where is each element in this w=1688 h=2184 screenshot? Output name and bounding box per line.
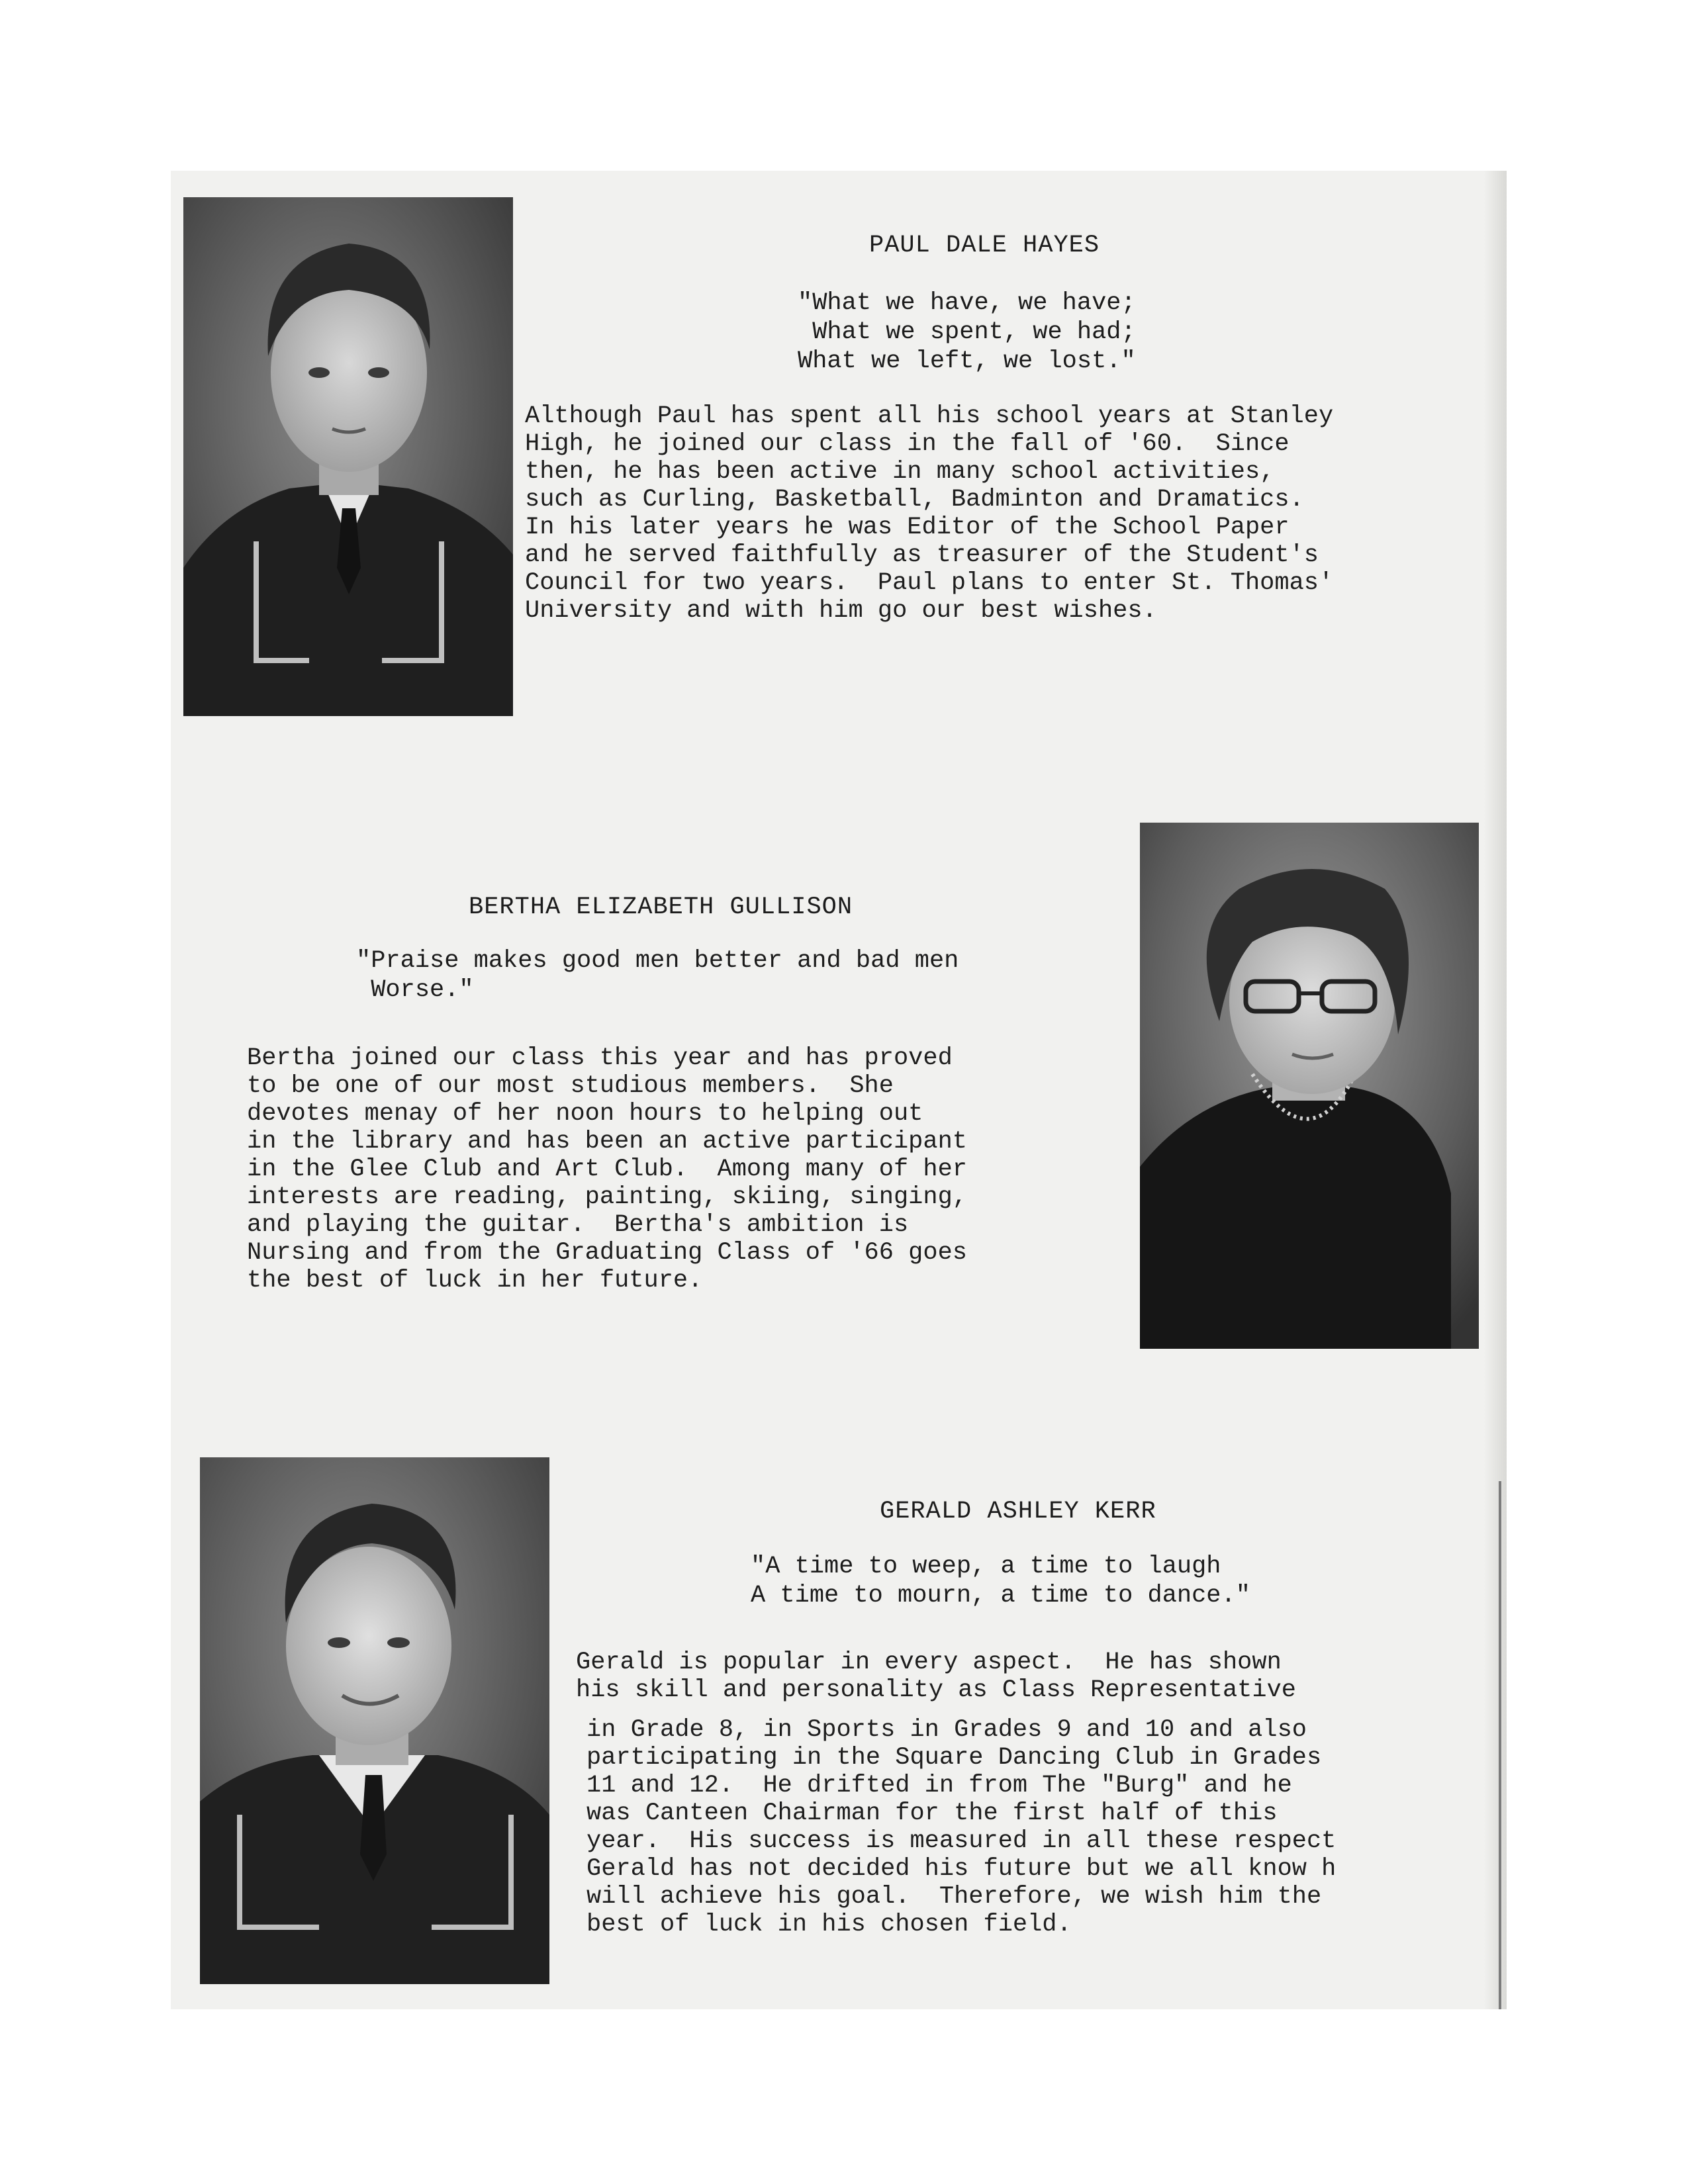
student-name-gerald: GERALD ASHLEY KERR bbox=[880, 1498, 1156, 1525]
bio-line: Nursing and from the Graduating Class of '66 goes bbox=[247, 1239, 967, 1267]
portrait-photo-gerald bbox=[200, 1457, 549, 1984]
bio-line: devotes menay of her noon hours to helping out bbox=[247, 1100, 923, 1128]
bio-line: and he served faithfully as treasurer of the Student's bbox=[525, 541, 1319, 569]
quote-line: "A time to weep, a time to laugh bbox=[751, 1553, 1221, 1580]
yearbook-page bbox=[171, 171, 1507, 2009]
bio-gerald-part-1 bbox=[576, 1649, 1296, 1704]
portrait-photo-paul bbox=[183, 197, 513, 716]
bio-line: Gerald is popular in every aspect. He has shown bbox=[576, 1649, 1282, 1676]
bio-line: then, he has been active in many school activities, bbox=[525, 458, 1275, 486]
quote-line: A time to mourn, a time to dance." bbox=[751, 1582, 1250, 1610]
bio-line: the best of luck in her future. bbox=[247, 1267, 703, 1295]
bio-line: University and with him go our best wishes. bbox=[525, 597, 1157, 625]
bio-line: participating in the Square Dancing Club in Grades bbox=[586, 1744, 1322, 1772]
bio-line: such as Curling, Basketball, Badminton and Dramatics. bbox=[525, 486, 1304, 514]
bio-line: in Grade 8, in Sports in Grades 9 and 10 and also bbox=[586, 1716, 1307, 1744]
student-name-bertha: BERTHA ELIZABETH GULLISON bbox=[469, 893, 853, 921]
bio-line: in the Glee Club and Art Club. Among many of her bbox=[247, 1156, 967, 1183]
bio-line: 11 and 12. He drifted in from The "Burg" and he bbox=[586, 1772, 1292, 1799]
quote-bertha bbox=[356, 946, 959, 1005]
quote-line: "Praise makes good men better and bad men bbox=[356, 947, 959, 975]
bio-bertha bbox=[247, 1044, 967, 1295]
bio-line: was Canteen Chairman for the first half of this bbox=[586, 1799, 1278, 1827]
bio-gerald-part-2 bbox=[586, 1716, 1336, 1938]
bio-line: and playing the guitar. Bertha's ambition is bbox=[247, 1211, 909, 1239]
bio-line: to be one of our most studious members. She bbox=[247, 1072, 894, 1100]
student-name-paul: PAUL DALE HAYES bbox=[869, 232, 1100, 259]
bio-line: interests are reading, painting, skiing, singing, bbox=[247, 1183, 967, 1211]
bio-line: In his later years he was Editor of the School Paper bbox=[525, 514, 1289, 541]
quote-gerald bbox=[751, 1552, 1250, 1610]
bio-line: Gerald has not decided his future but we all know h bbox=[586, 1855, 1336, 1883]
bio-line: Although Paul has spent all his school years at Stanley bbox=[525, 402, 1334, 430]
quote-line: What we left, we lost." bbox=[798, 347, 1136, 375]
bio-line: in the library and has been an active participant bbox=[247, 1128, 967, 1156]
bio-line: High, he joined our class in the fall of '60. Since bbox=[525, 430, 1289, 458]
bio-line: will achieve his goal. Therefore, we wish him the bbox=[586, 1883, 1322, 1911]
quote-paul bbox=[798, 289, 1136, 376]
bio-line: Bertha joined our class this year and has proved bbox=[247, 1044, 953, 1072]
quote-line: Worse." bbox=[356, 976, 474, 1004]
bio-line: Council for two years. Paul plans to enter St. Thomas' bbox=[525, 569, 1334, 597]
bio-line: best of luck in his chosen field. bbox=[586, 1911, 1072, 1938]
quote-line: What we spent, we had; bbox=[798, 318, 1136, 346]
page-fold-shadow bbox=[1484, 171, 1507, 2009]
bio-paul bbox=[525, 402, 1333, 625]
page-binding-line bbox=[1499, 1481, 1501, 2009]
portrait-photo-bertha bbox=[1140, 823, 1479, 1349]
quote-line: "What we have, we have; bbox=[798, 289, 1136, 317]
bio-line: his skill and personality as Class Representative bbox=[576, 1676, 1296, 1704]
bio-line: year. His success is measured in all these respect bbox=[586, 1827, 1336, 1855]
